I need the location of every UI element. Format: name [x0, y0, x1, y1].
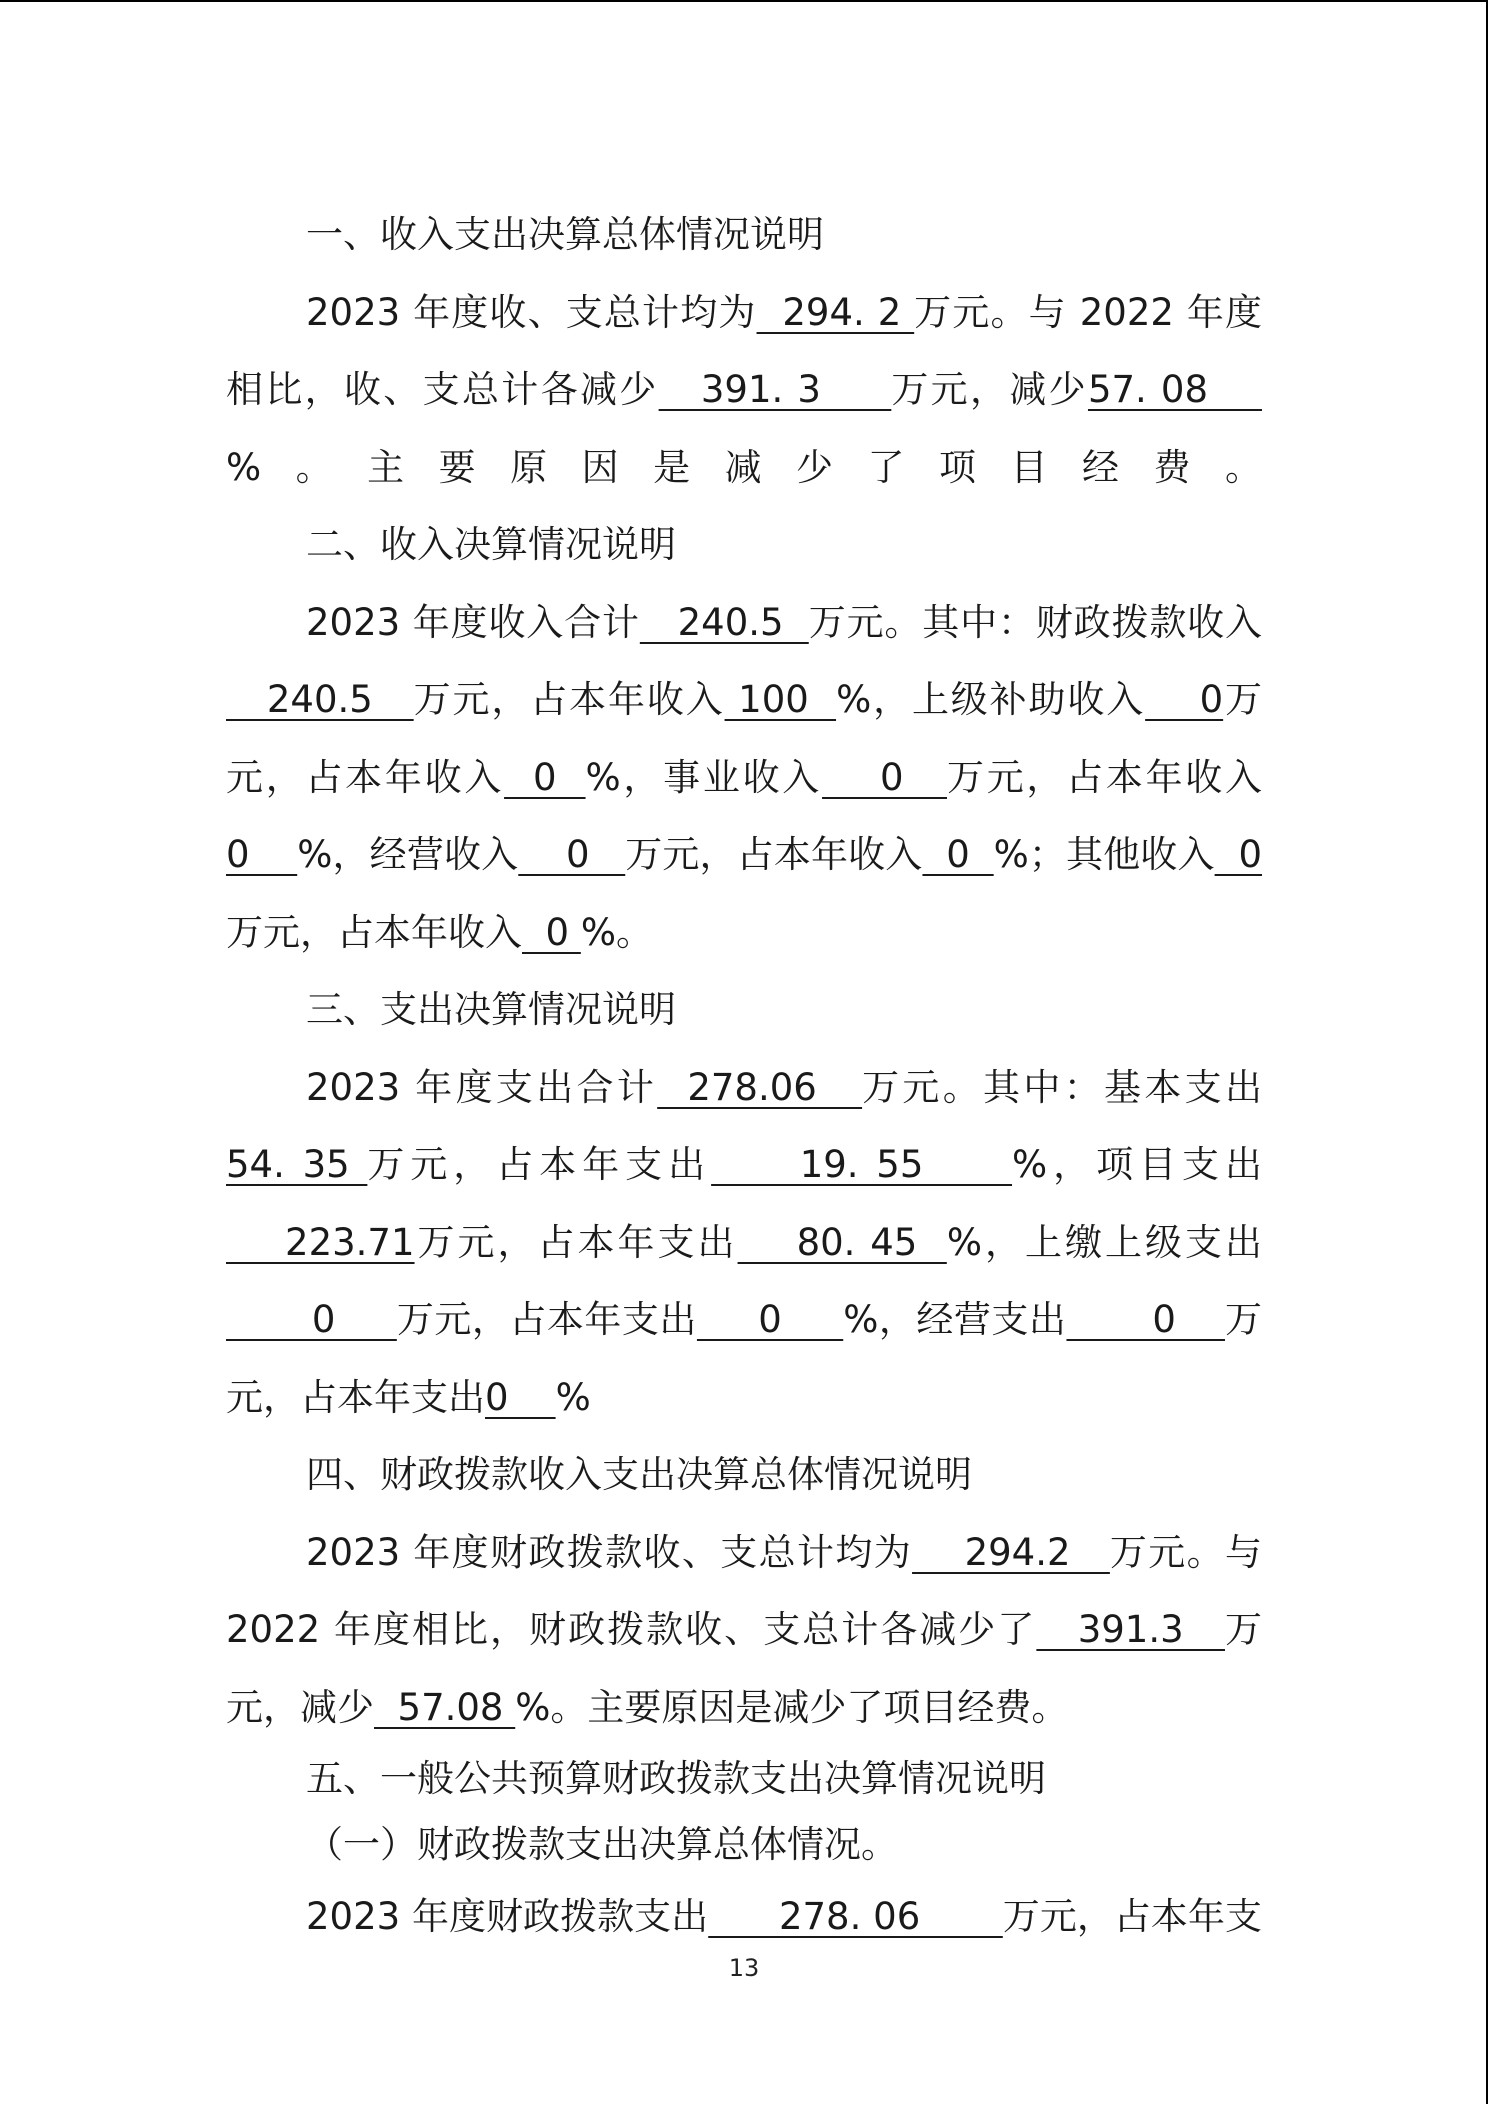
paragraph-1: 2023 年度收、支总计均为 294. 2 万元。与 2022 年度相比，收、支总计各减少 391. 3 万元，减少57. 08 %。主要原因是减少了项目经费。: [226, 290, 1263, 489]
section-heading-3: 三、支出决算情况说明: [306, 988, 676, 1031]
section-heading-4: 四、财政拨款收入支出决算总体情况说明: [306, 1453, 972, 1496]
underlined-value: 0: [518, 833, 626, 876]
underlined-value: 278.06: [657, 1065, 863, 1109]
underlined-value: 0: [504, 755, 586, 799]
underlined-value: 391. 3: [658, 368, 892, 411]
underlined-value: 0: [1214, 833, 1262, 876]
subheading-5-1: （一）财政拨款支出决算总体情况。: [306, 1823, 898, 1866]
underlined-value: 391.3: [1036, 1608, 1225, 1651]
underlined-value: 278. 06: [708, 1895, 1003, 1938]
underlined-value: 240.5: [226, 678, 414, 721]
underlined-value: 0: [696, 1298, 844, 1341]
section-heading-1: 一、收入支出决算总体情况说明: [306, 213, 824, 256]
underlined-value: 0: [485, 1375, 556, 1419]
underlined-value: 80. 45: [737, 1220, 947, 1264]
paragraph-4: 2023 年度财政拨款收、支总计均为 294.2 万元。与 2022 年度相比，财政拨款收、支总计各减少了 391.3 万元，减少 57.08 %。主要原因是减少了项目经费。: [226, 1530, 1262, 1729]
page-number: 13: [728, 1954, 760, 1982]
underlined-value: 54. 35: [226, 1143, 368, 1186]
underlined-value: 294.2: [912, 1530, 1110, 1574]
paragraph-3: 2023 年度支出合计 278.06 万元。其中：基本支出54. 35 万元，占本年支出 19. 55 %，项目支出 223.71万元，占本年支出 80. 45 %，上缴上级支出 0 万元，占本年支出 0 %，经营支出 0 万元，占本年支出0 %: [226, 1065, 1262, 1419]
underlined-value: 223.71: [226, 1220, 415, 1264]
underlined-value: 0: [1066, 1298, 1225, 1341]
underlined-value: 0: [1145, 678, 1224, 721]
section-heading-2: 二、收入决算情况说明: [306, 523, 676, 566]
underlined-value: 0: [522, 910, 581, 954]
underlined-value: 0: [226, 1298, 397, 1341]
underlined-value: 57. 08: [1087, 368, 1263, 411]
underlined-value: 0: [922, 833, 994, 876]
underlined-value: 240.5: [639, 600, 809, 644]
underlined-value: 57.08: [374, 1685, 516, 1729]
underlined-value: 0: [822, 755, 947, 799]
underlined-value: 19. 55: [711, 1143, 1013, 1186]
underlined-value: 100: [724, 678, 837, 721]
paragraph-2: 2023 年度收入合计 240.5 万元。其中：财政拨款收入 240.5 万元，占本年收入 100 %，上级补助收入 0万元，占本年收入 0 %，事业收入 0 万元，占本年收入0 %，经营收入 0 万元，占本年收入 0 %；其他收入 0万元，占本年收入 0 %。: [226, 600, 1263, 954]
underlined-value: 294. 2: [756, 290, 915, 334]
paragraph-5: 2023 年度财政拨款支出 278. 06 万元，占本年支: [306, 1895, 1262, 1938]
document-body: [226, 196, 1262, 1956]
underlined-value: 0: [226, 833, 298, 876]
section-heading-5: 五、一般公共预算财政拨款支出决算情况说明: [306, 1757, 1046, 1800]
